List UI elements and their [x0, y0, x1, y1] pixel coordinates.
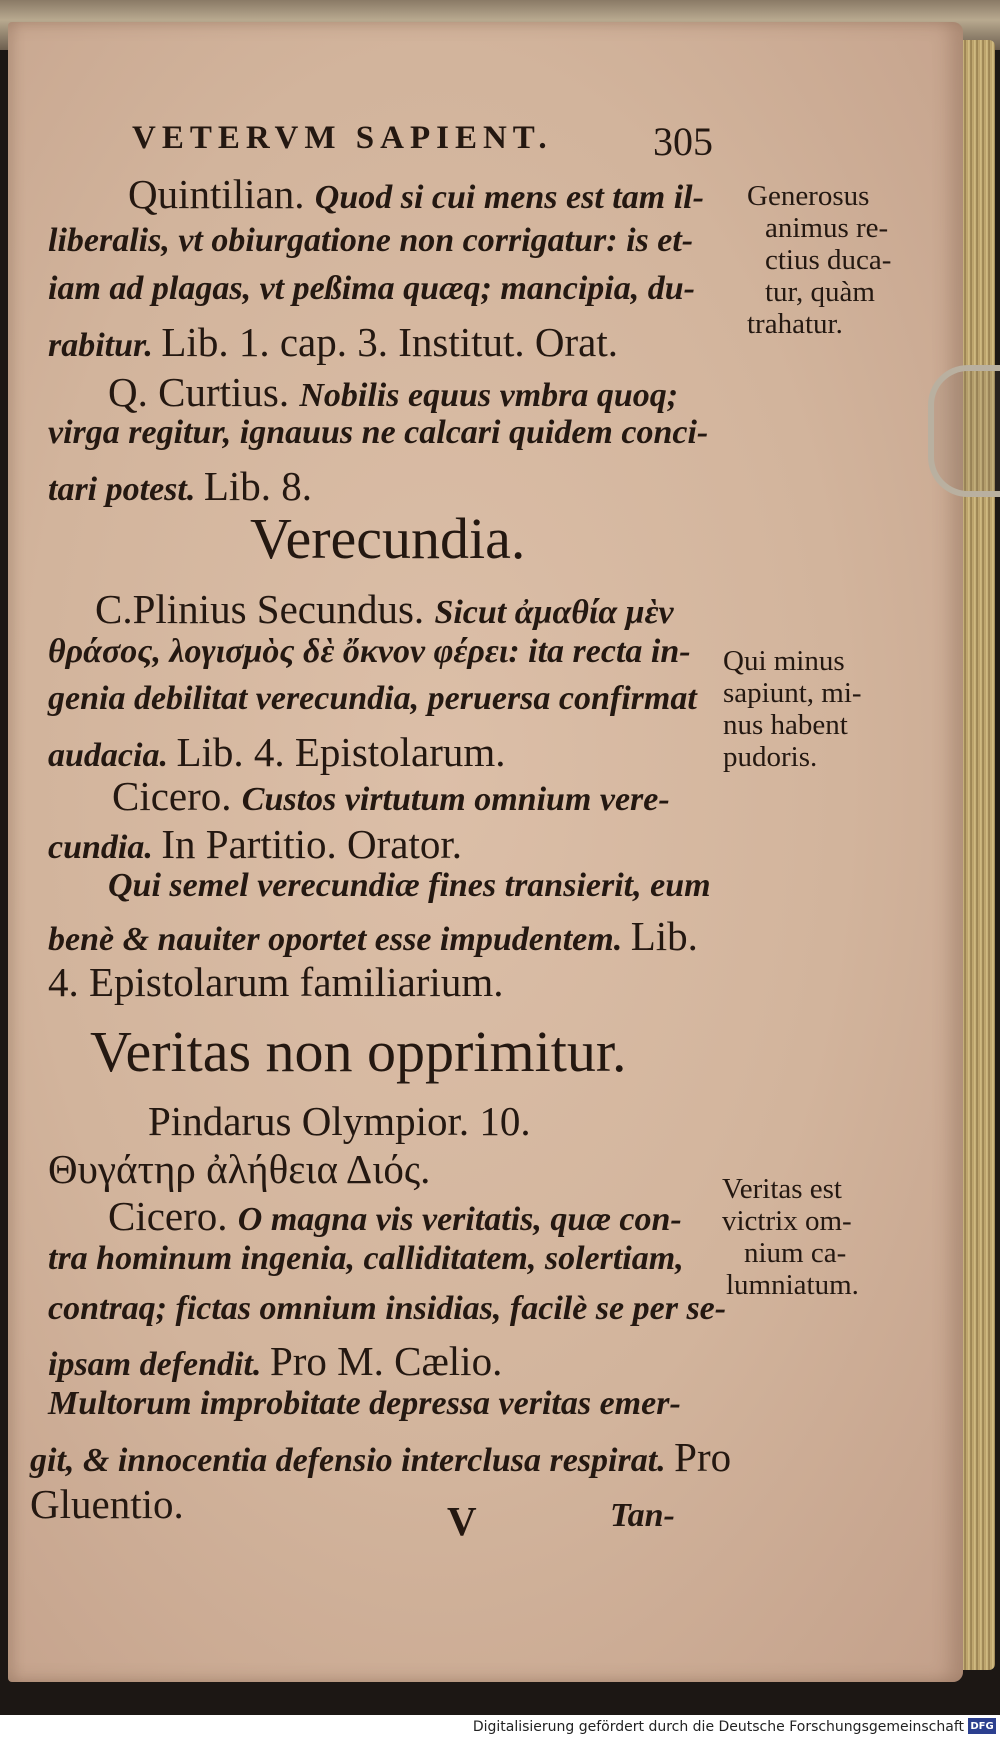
page-number: 305 [653, 119, 713, 164]
marginal-line: victrix om- [722, 1205, 852, 1237]
text-line [108, 1192, 682, 1240]
section-heading: Veritas non opprimitur. [90, 1019, 627, 1084]
marginal-line: tur, quàm [765, 276, 875, 308]
signature-mark: V [447, 1498, 477, 1544]
quotation-text: audacia. [48, 737, 177, 774]
marginal-note-3 [722, 1173, 859, 1301]
quotation-text: rabitur. [48, 327, 162, 364]
text-line [90, 1018, 626, 1085]
citation-text: Pro M. Cælio. [269, 1338, 503, 1384]
citation-text: 4. Epistolarum familiarium. [48, 959, 504, 1005]
quotation-text: ipsam defendit. [48, 1346, 270, 1383]
section-heading: Verecundia. [250, 506, 526, 571]
citation-text: Pro [674, 1434, 732, 1480]
citation-text: Q. Curtius. [108, 369, 300, 415]
text-line [250, 505, 525, 572]
citation-text: Lib. [630, 913, 698, 959]
text-line [30, 1480, 184, 1528]
quotation-text: virga regitur, ignauus ne calcari quidem conci- [48, 414, 709, 451]
text-line [112, 772, 670, 820]
text-line [48, 1385, 681, 1423]
quotation-text: Quod si cui mens est tam il- [314, 179, 704, 216]
quotation-text: contraq; fictas omnium insidias, facilè se per se- [48, 1290, 727, 1327]
quotation-text: O magna vis veritatis, quæ con- [237, 1201, 682, 1238]
text-line [48, 1145, 430, 1193]
quotation-text: tra hominum ingenia, calliditatem, solertiam, [48, 1240, 684, 1277]
text-line [128, 170, 704, 218]
text-line [48, 958, 503, 1006]
digitization-footer [0, 1715, 1000, 1739]
text-line [48, 680, 697, 718]
quotation-text: liberalis, vt obiurgatione non corrigatur: is et- [48, 222, 694, 259]
citation-text: Lib. 1. cap. 3. Institut. Orat. [161, 319, 618, 365]
citation-text: Pindarus Olympior. 10. [148, 1098, 531, 1144]
text-line [48, 414, 708, 452]
marginal-line: Veritas est [722, 1173, 842, 1205]
text-line [48, 462, 312, 510]
marginal-line: trahatur. [747, 308, 843, 340]
funding-notice: Digitalisierung gefördert durch die Deutsche Forschungsgemeinschaft [472, 1719, 964, 1735]
dfg-logo: DFG [968, 1718, 996, 1734]
quotation-text: git, & innocentia defensio interclusa respirat. [30, 1442, 675, 1479]
marginal-line: nium ca- [744, 1237, 847, 1269]
text-line [48, 820, 462, 868]
text-line [48, 318, 618, 366]
citation-text: Lib. 4. Epistolarum. [176, 729, 506, 775]
text-line [95, 585, 674, 633]
text-line [48, 1240, 684, 1278]
text-line [48, 222, 693, 260]
quotation-text: Nobilis equus vmbra quoq; [299, 377, 679, 414]
text-line [30, 1433, 731, 1481]
text-line [48, 1290, 726, 1328]
text-line [108, 867, 711, 905]
quotation-text: ita recta in- [528, 633, 691, 670]
quotation-text: benè & nauiter oportet esse impudentem. [48, 921, 631, 958]
quotation-text: Qui semel verecundiæ fines transierit, eum [108, 867, 711, 904]
marginal-line: ctius duca- [765, 244, 892, 276]
quotation-text: Sicut ἀμαθία μὲν [434, 594, 674, 631]
quotation-text: cundia. [48, 829, 162, 866]
quotation-text: tari potest. [48, 471, 204, 508]
citation-text: In Partitio. Orator. [161, 821, 462, 867]
marginal-note-2 [723, 645, 862, 773]
text-line [48, 912, 698, 960]
citation-text: Gluentio. [30, 1481, 184, 1527]
text-line [48, 728, 506, 776]
marginal-line: Qui minus [723, 645, 845, 677]
text-line [108, 368, 678, 416]
quotation-text: θράσος, λογισμὸς δὲ ὄκνον φέρει: [48, 633, 529, 670]
marginal-line: sapiunt, mi- [723, 677, 862, 709]
marginal-line: Generosus [747, 180, 870, 212]
citation-text: Lib. 8. [203, 463, 313, 509]
citation-text: Cicero. [112, 773, 242, 819]
citation-text: Cicero. [108, 1193, 238, 1239]
marginal-note-1 [747, 180, 891, 340]
marginal-line: animus re- [765, 212, 889, 244]
marginal-line: lumniatum. [726, 1269, 859, 1301]
text-line [48, 1337, 502, 1385]
citation-text: Quintilian. [128, 171, 315, 217]
marginal-line: nus habent [723, 709, 848, 741]
quotation-text: Custos virtutum omnium vere- [241, 781, 670, 818]
quotation-text: iam ad plagas, vt peßima quæq; mancipia, du- [48, 270, 695, 307]
text-line [148, 1097, 531, 1145]
citation-text: C.Plinius Secundus. [95, 586, 435, 632]
text-line [48, 633, 691, 671]
quotation-text: genia debilitat verecundia, peruersa confirmat [48, 680, 697, 717]
quotation-text: Multorum improbitate depressa veritas emer- [48, 1385, 681, 1422]
running-head: VETERVM SAPIENT. [132, 120, 553, 156]
catchword: Tan- [610, 1497, 675, 1534]
citation-text: Θυγάτηρ ἀλήθεια Διός. [48, 1146, 431, 1192]
text-line [48, 270, 695, 308]
marginal-line: pudoris. [723, 741, 818, 773]
